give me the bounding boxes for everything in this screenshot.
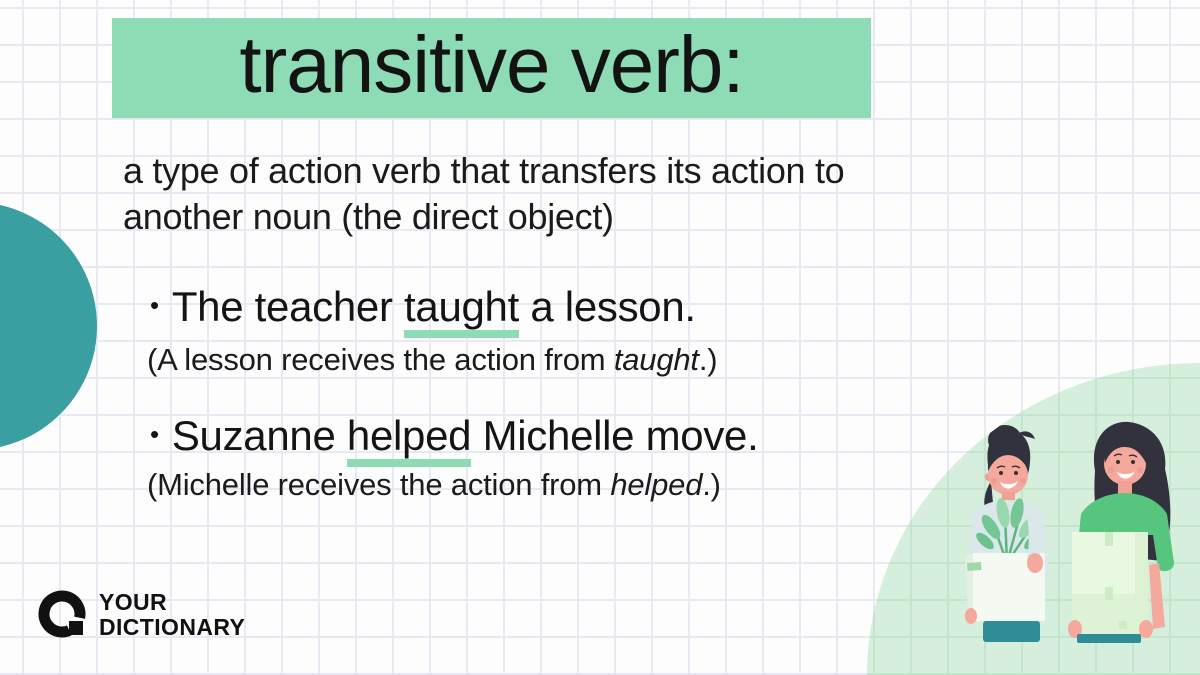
example-2-keyword-underlined: helped [347,412,471,467]
example-sentence-2 [150,412,758,460]
teal-circle-decoration [0,202,97,450]
note-2-post: .) [702,467,721,502]
example-2-pre: Suzanne [171,412,347,459]
note-1-post: .) [698,342,718,377]
person-with-plant-box [965,425,1049,642]
page-title-text: transitive verb: [239,20,744,109]
example-1-keyword-underlined: taught [404,283,519,338]
note-2-italic-word: helped [610,467,703,502]
large-green-box [1072,532,1148,634]
yourdictionary-logo-text [99,590,245,640]
example-1-post: a lesson. [519,283,696,330]
bullet-icon: • [150,419,159,449]
logo-line-your: YOUR [99,589,168,615]
yourdictionary-logo [36,588,245,642]
example-note-1 [147,341,717,378]
bullet-icon: • [150,290,159,320]
definition-line-1: a type of action verb that transfers its action to [123,150,845,191]
moving-people-illustration [867,363,1200,675]
example-sentence-1 [150,283,696,331]
page-title [112,18,871,118]
note-1-pre: (A lesson receives the action from [147,342,614,377]
example-note-2 [147,466,721,503]
green-blob-decoration [867,363,1200,675]
definition-text [123,148,844,240]
logo-line-dictionary: DICTIONARY [99,614,246,640]
example-2-post: Michelle move. [471,412,759,459]
note-2-pre: (Michelle receives the action from [147,467,611,502]
example-1-pre: The teacher [171,283,405,330]
yourdictionary-q-mark-icon [36,588,90,642]
definition-line-2: another noun (the direct object) [123,196,614,237]
person-with-large-box [1068,422,1174,643]
note-1-italic-word: taught [613,342,699,377]
